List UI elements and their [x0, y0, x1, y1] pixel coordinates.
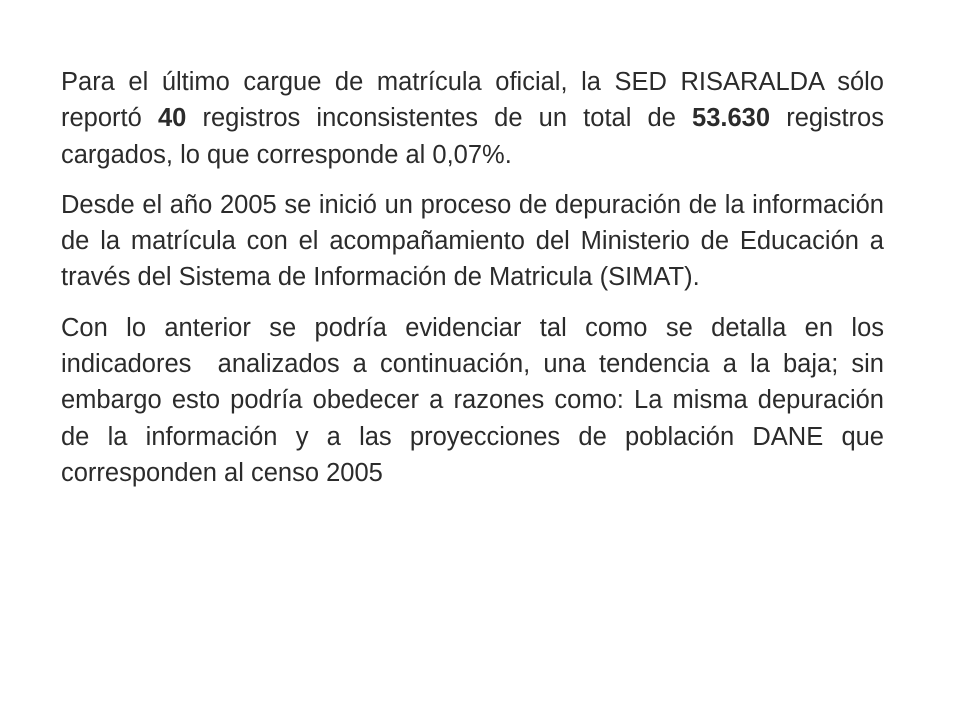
slide-body: [61, 64, 892, 491]
paragraph-tendencia: Con lo anterior se podría evidenciar tal como se detalla en los indicadores analizados a continuación, una tendencia a la baja; sin embargo esto podría obedecer a razones como: La misma depuración de la información y a las proyecciones de población DANE que corresponden al censo 2005: [61, 313, 892, 487]
paragraph-matricula-report: [61, 64, 884, 173]
paragraph-text: registros cargados, lo que corresponde al 0,07%.: [61, 104, 884, 169]
paragraph-text: registros inconsistentes de un total de: [186, 104, 693, 133]
total-records-count: 53.630: [692, 104, 771, 133]
paragraph-text: Para el último cargue de matrícula oficial, la SED RISARALDA sólo reportó: [61, 68, 884, 133]
paragraph-depuracion: Desde el año 2005 se inició un proceso de depuración de la información de la matrícula con el acompañamiento del Ministerio de Educación a través del Sistema de Información de Matricula (SIMAT).: [61, 190, 884, 292]
inconsistent-records-count: 40: [157, 104, 187, 133]
